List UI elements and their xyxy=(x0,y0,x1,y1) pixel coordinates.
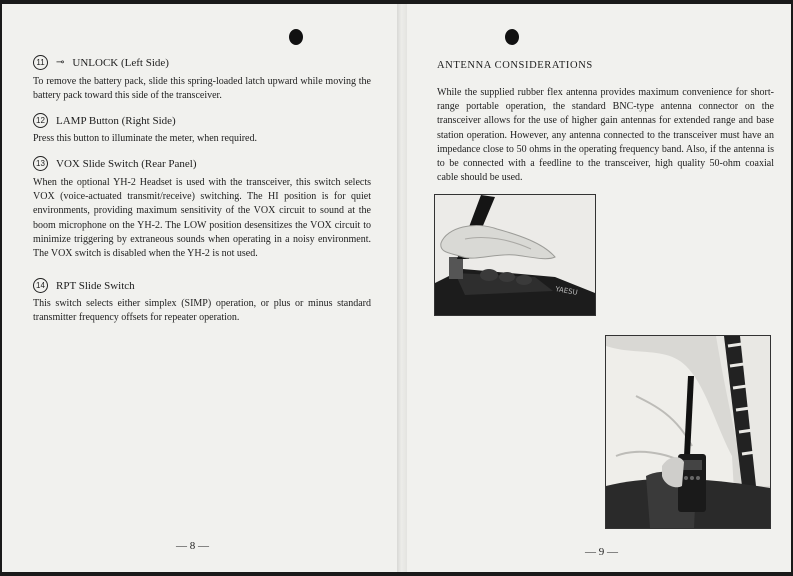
antenna-connector-photo xyxy=(434,194,596,316)
section-13-title: VOX Slide Switch (Rear Panel) xyxy=(56,157,197,170)
section-13-heading xyxy=(33,156,197,171)
section-12-body: Press this button to illuminate the meter, when required. xyxy=(33,133,257,144)
page-number-left: — 8 — xyxy=(176,540,209,552)
section-12-heading xyxy=(33,113,176,128)
section-14-title: RPT Slide Switch xyxy=(56,279,135,292)
manual-spread xyxy=(2,4,791,572)
operator-carrying-radio-photo xyxy=(605,335,771,529)
section-11-title: UNLOCK (Left Side) xyxy=(72,56,169,69)
page-number-right: — 9 — xyxy=(585,546,618,558)
left-page xyxy=(2,4,399,572)
section-number-13: 13 xyxy=(33,156,48,171)
section-14-heading xyxy=(33,278,135,293)
antenna-body: While the supplied rubber flex antenna provides maximum convenience for short-range portable operation, the standard BNC-type antenna connector on the transceiver allows for the use of higher gain antennas for extended range and base station operation. However, any antenna connected to the transceiver must have an impedance close to 50 ohms in the operating frequency band. Also, if the antenna is to be connected with a feedline to the transceiver, high quality 50-ohm coaxial cable should be used. xyxy=(437,87,774,184)
section-number-12: 12 xyxy=(33,113,48,128)
antenna-connector-illustration xyxy=(435,195,595,315)
section-12-title: LAMP Button (Right Side) xyxy=(56,114,176,127)
registration-dot xyxy=(505,29,519,45)
section-13-body: When the optional YH-2 Headset is used with the transceiver, this switch selects VOX (voice-actuated transmit/receive) switching. The HI position is for quiet environments, providing maximum sensitivity of the VOX circuit to sound at the boom microphone on the YH-2. The LOW position desensitizes the VOX circuit to minimize triggering by extraneous sounds when operating in a noisy environment. The VOX switch is disabled when the YH-2 is not used. xyxy=(33,177,371,260)
operator-illustration xyxy=(606,336,770,528)
section-14-body: This switch selects either simplex (SIMP) operation, or plus or minus standard transmitter frequency offsets for repeater operation. xyxy=(33,298,371,324)
registration-dot xyxy=(289,29,303,45)
section-number-14: 14 xyxy=(33,278,48,293)
right-page xyxy=(403,4,791,572)
unlock-arrow-icon: ⊸ xyxy=(56,57,65,68)
antenna-title: ANTENNA CONSIDERATIONS xyxy=(437,60,593,71)
yaesu-logo-text: YAESU xyxy=(554,285,579,297)
section-11-heading xyxy=(33,55,169,70)
section-number-11: 11 xyxy=(33,55,48,70)
section-11-body: To remove the battery pack, slide this spring-loaded latch upward while moving the battery pack toward this side of the transceiver. xyxy=(33,76,371,102)
